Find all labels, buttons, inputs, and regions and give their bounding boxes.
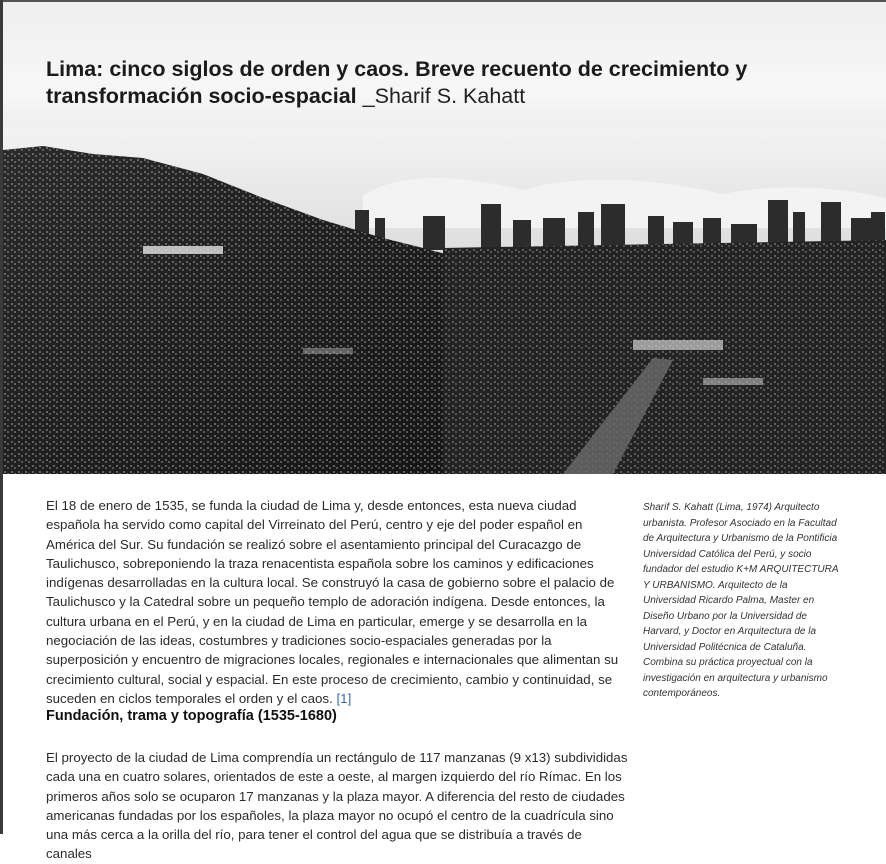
hero-cityscape-image <box>3 128 886 474</box>
article-title <box>46 56 846 110</box>
title-text: Lima: cinco siglos de orden y caos. Breve recuento de crecimiento y transformación socio-espacial <box>46 57 748 108</box>
section-paragraph: El proyecto de la ciudad de Lima comprendía un rectángulo de 117 manzanas (9 x13) subdivididas cada una en cuatro solares, orientados de este a oeste, al margen izquierdo del río Rímac. En los primeros años solo se ocuparon 17 manzanas y la plaza mayor. A diferencia del resto de ciudades americanas fundadas por los españoles, la plaza mayor no ocupó el centro de la cuadrícula sino una más cerca a la orilla del río, para tener el control del agua que se distribuía a través de canales <box>46 750 628 862</box>
footnote-link[interactable]: [1] <box>336 690 352 706</box>
author-prefix: _ <box>356 84 375 108</box>
intro-text: El 18 de enero de 1535, se funda la ciudad de Lima y, desde entonces, esta nueva ciudad española ha servido como capital del Virreinato del Perú, centro y eje del poder español en América del Sur. Su fundación se realizó sobre el asentamiento principal del Curacazgo de Taulichusco, sobreponiendo la traza renacentista española sobre los caminos y edificaciones indígenas desarrolladas en la cultura local. Se construyó la casa de gobierno sobre el palacio de Taulichusco y la Catedral sobre un pequeño templo de adoración indígena. Desde entonces, la cultura urbana en el Perú, y en la ciudad de Lima en particular, emerge y se desarrolla en la negociación de las ideas, costumbres y tradiciones socio-espaciales generadas por la superposición y encuentro de migraciones locales, regionales e internacionales que alimentan su crecimiento cultural, social y espacial. En este proceso de crecimiento, cambio y continuidad, se suceden en ciclos temporales el orden y el caos. <box>46 498 619 706</box>
cityscape-photo-icon <box>3 128 886 474</box>
intro-paragraph <box>46 496 630 708</box>
article-author: Sharif S. Kahatt <box>374 84 526 108</box>
section-heading: Fundación, trama y topografía (1535-1680) <box>46 708 337 724</box>
author-bio: Sharif S. Kahatt (Lima, 1974) Arquitecto urbanista. Profesor Asociado en la Facultad de Arquitectura y Urbanismo de la Pontificia Universidad Católica del Perú, y socio fundador del estudio K+M ARQUITECTURA Y URBANISMO. Arquitecto de la Universidad Ricardo Palma, Master en Diseño Urbano por la Universidad de Harvard, y Doctor en Arquitectura de la Universidad Politécnica de Cataluña. Combina su práctica proyectual con la investigación en arquitectura y urbanismo contemporáneos. <box>643 502 839 699</box>
